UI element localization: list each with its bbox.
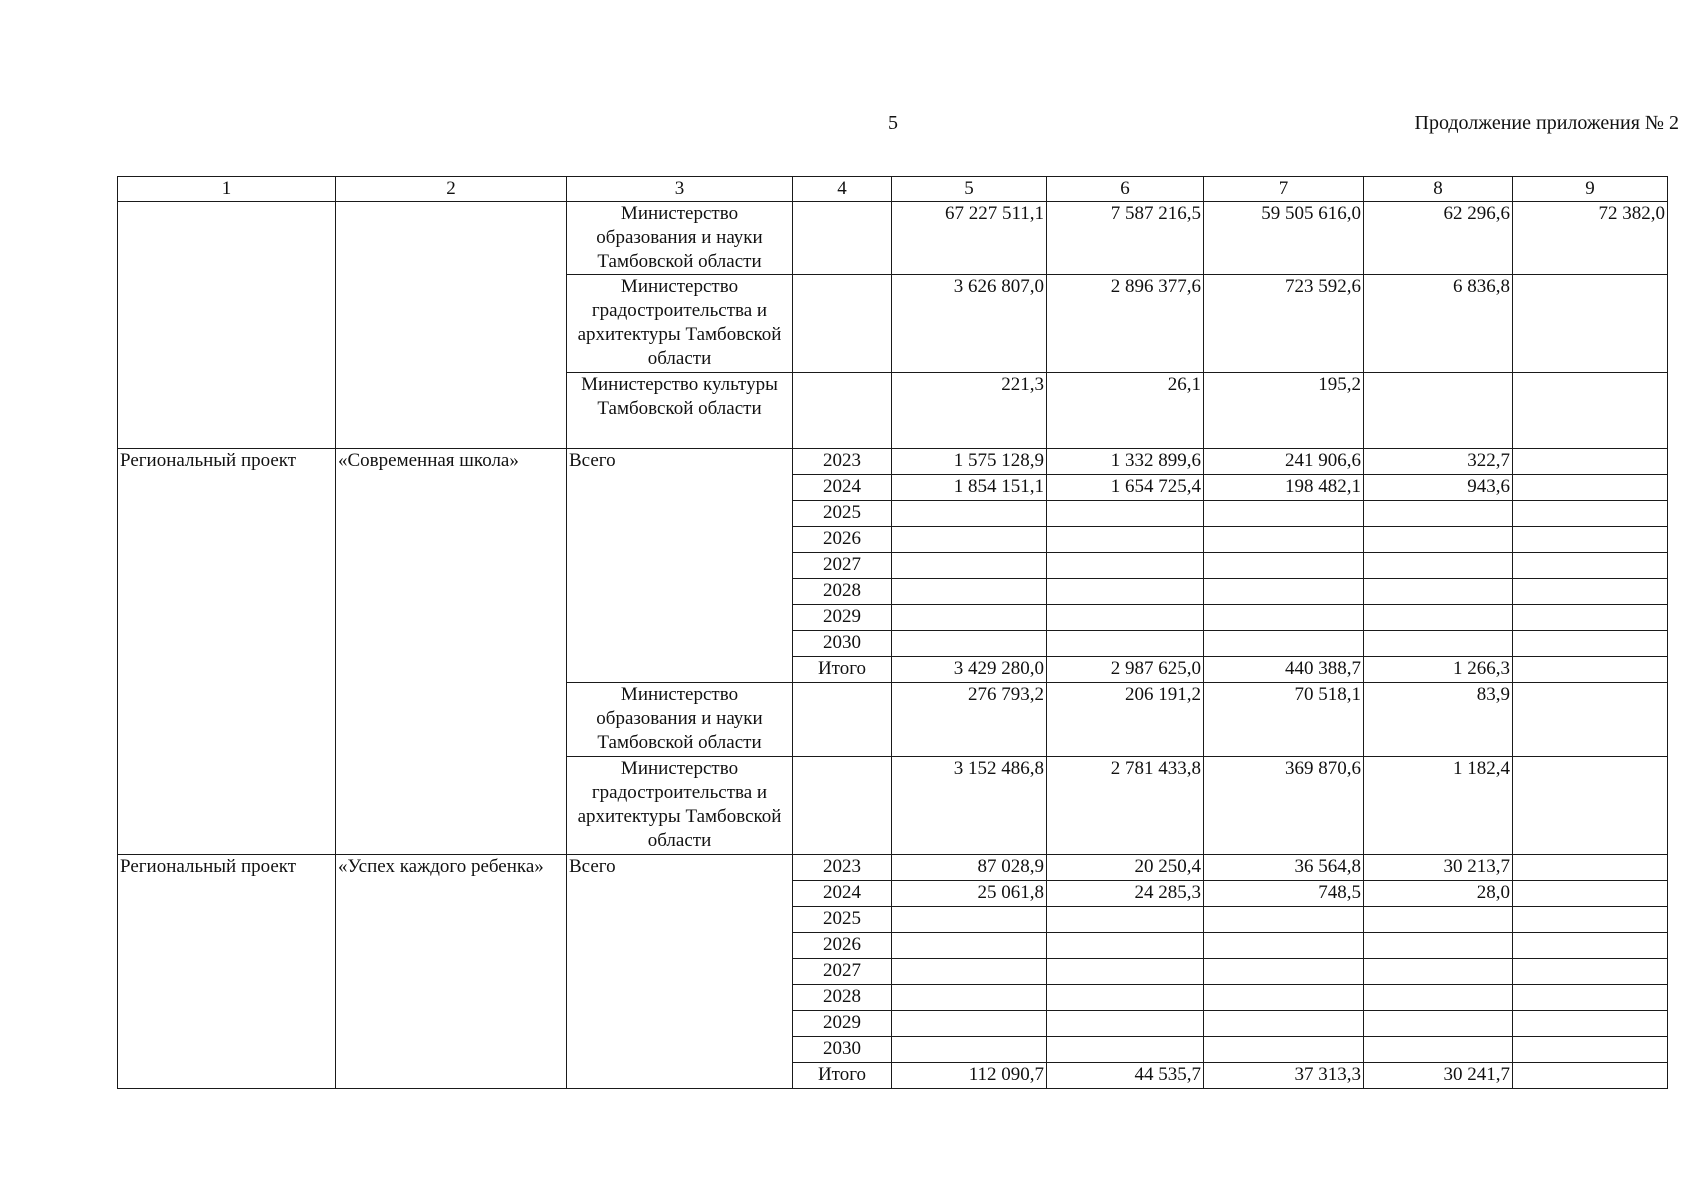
value-cell xyxy=(1364,501,1513,527)
table-row xyxy=(118,202,1668,275)
year-cell: 2025 xyxy=(793,907,892,933)
year-cell: 2023 xyxy=(793,449,892,475)
table-row xyxy=(118,449,1668,475)
value-cell: 87 028,9 xyxy=(892,855,1047,881)
year-cell: 2023 xyxy=(793,855,892,881)
value-cell xyxy=(1047,501,1204,527)
value-cell: 276 793,2 xyxy=(892,683,1047,757)
value-cell: 28,0 xyxy=(1364,881,1513,907)
value-cell xyxy=(1364,1037,1513,1063)
value-cell xyxy=(1513,959,1668,985)
value-cell: 62 296,6 xyxy=(1364,202,1513,275)
value-cell: 30 213,7 xyxy=(1364,855,1513,881)
value-cell xyxy=(1513,1037,1668,1063)
value-cell xyxy=(1204,933,1364,959)
value-cell xyxy=(1513,757,1668,855)
year-cell xyxy=(793,683,892,757)
column-header: 3 xyxy=(567,177,793,202)
value-cell: 70 518,1 xyxy=(1204,683,1364,757)
value-cell: 3 152 486,8 xyxy=(892,757,1047,855)
value-cell xyxy=(1364,933,1513,959)
value-cell: 440 388,7 xyxy=(1204,657,1364,683)
column-header: 5 xyxy=(892,177,1047,202)
value-cell xyxy=(1047,553,1204,579)
value-cell: 67 227 511,1 xyxy=(892,202,1047,275)
value-cell xyxy=(1513,449,1668,475)
year-cell: 2028 xyxy=(793,579,892,605)
value-cell: 7 587 216,5 xyxy=(1047,202,1204,275)
value-cell xyxy=(1204,959,1364,985)
appendix-note: Продолжение приложения № 2 xyxy=(1414,112,1679,134)
value-cell: 1 332 899,6 xyxy=(1047,449,1204,475)
value-cell: 322,7 xyxy=(1364,449,1513,475)
value-cell: 1 854 151,1 xyxy=(892,475,1047,501)
executor-cell: Министерство градостроительства и архитектуры Тамбовской области xyxy=(567,275,793,373)
column-header: 2 xyxy=(336,177,567,202)
value-cell xyxy=(1513,475,1668,501)
value-cell xyxy=(1513,683,1668,757)
year-cell: 2026 xyxy=(793,527,892,553)
value-cell: 36 564,8 xyxy=(1204,855,1364,881)
value-cell xyxy=(1364,527,1513,553)
year-cell: 2030 xyxy=(793,631,892,657)
value-cell xyxy=(1204,553,1364,579)
value-cell: 6 836,8 xyxy=(1364,275,1513,373)
value-cell: 206 191,2 xyxy=(1047,683,1204,757)
year-cell: 2026 xyxy=(793,933,892,959)
total-label-cell: Всего xyxy=(567,449,793,683)
value-cell xyxy=(1513,1063,1668,1089)
value-cell xyxy=(892,933,1047,959)
value-cell xyxy=(1364,553,1513,579)
value-cell xyxy=(1364,907,1513,933)
value-cell xyxy=(1047,1011,1204,1037)
value-cell: 3 429 280,0 xyxy=(892,657,1047,683)
value-cell xyxy=(1513,1011,1668,1037)
value-cell xyxy=(1047,959,1204,985)
value-cell: 723 592,6 xyxy=(1204,275,1364,373)
project-name-cell xyxy=(336,202,567,449)
value-cell: 37 313,3 xyxy=(1204,1063,1364,1089)
value-cell: 221,3 xyxy=(892,373,1047,449)
value-cell: 72 382,0 xyxy=(1513,202,1668,275)
value-cell: 2 896 377,6 xyxy=(1047,275,1204,373)
value-cell xyxy=(1364,631,1513,657)
year-cell: 2028 xyxy=(793,985,892,1011)
value-cell xyxy=(1204,907,1364,933)
value-cell xyxy=(1364,373,1513,449)
value-cell xyxy=(892,985,1047,1011)
value-cell xyxy=(1364,1011,1513,1037)
value-cell xyxy=(1364,579,1513,605)
value-cell xyxy=(1513,907,1668,933)
project-type-cell: Региональный проект xyxy=(118,855,336,1089)
value-cell: 1 182,4 xyxy=(1364,757,1513,855)
value-cell: 20 250,4 xyxy=(1047,855,1204,881)
project-name-cell: «Успех каждого ребенка» xyxy=(336,855,567,1089)
value-cell xyxy=(1513,275,1668,373)
value-cell xyxy=(892,907,1047,933)
value-cell xyxy=(1047,933,1204,959)
budget-table xyxy=(117,176,1668,1089)
column-number-row xyxy=(118,177,1668,202)
value-cell: 44 535,7 xyxy=(1047,1063,1204,1089)
value-cell xyxy=(892,579,1047,605)
value-cell xyxy=(1513,605,1668,631)
value-cell: 369 870,6 xyxy=(1204,757,1364,855)
value-cell xyxy=(1047,1037,1204,1063)
executor-cell: Министерство культуры Тамбовской области xyxy=(567,373,793,449)
year-cell: Итого xyxy=(793,1063,892,1089)
value-cell xyxy=(1204,985,1364,1011)
value-cell xyxy=(1047,631,1204,657)
executor-cell: Министерство образования и науки Тамбовской области xyxy=(567,202,793,275)
year-cell xyxy=(793,202,892,275)
value-cell xyxy=(1047,907,1204,933)
value-cell: 25 061,8 xyxy=(892,881,1047,907)
value-cell: 30 241,7 xyxy=(1364,1063,1513,1089)
year-cell: 2029 xyxy=(793,605,892,631)
value-cell xyxy=(892,527,1047,553)
value-cell: 112 090,7 xyxy=(892,1063,1047,1089)
project-type-cell xyxy=(118,202,336,449)
value-cell: 1 654 725,4 xyxy=(1047,475,1204,501)
value-cell: 59 505 616,0 xyxy=(1204,202,1364,275)
value-cell xyxy=(1364,959,1513,985)
value-cell xyxy=(1047,985,1204,1011)
value-cell xyxy=(1513,527,1668,553)
project-name-cell: «Современная школа» xyxy=(336,449,567,855)
value-cell: 2 781 433,8 xyxy=(1047,757,1204,855)
value-cell: 1 266,3 xyxy=(1364,657,1513,683)
value-cell xyxy=(892,959,1047,985)
column-header: 1 xyxy=(118,177,336,202)
value-cell: 24 285,3 xyxy=(1047,881,1204,907)
value-cell xyxy=(1204,1037,1364,1063)
value-cell: 26,1 xyxy=(1047,373,1204,449)
year-cell: 2027 xyxy=(793,553,892,579)
year-cell: 2030 xyxy=(793,1037,892,1063)
year-cell: 2024 xyxy=(793,475,892,501)
year-cell: Итого xyxy=(793,657,892,683)
value-cell: 83,9 xyxy=(1364,683,1513,757)
value-cell xyxy=(1513,501,1668,527)
value-cell: 241 906,6 xyxy=(1204,449,1364,475)
column-header: 9 xyxy=(1513,177,1668,202)
value-cell xyxy=(892,631,1047,657)
value-cell xyxy=(1204,579,1364,605)
value-cell xyxy=(1204,527,1364,553)
value-cell xyxy=(1513,933,1668,959)
value-cell: 198 482,1 xyxy=(1204,475,1364,501)
value-cell xyxy=(892,605,1047,631)
value-cell: 1 575 128,9 xyxy=(892,449,1047,475)
column-header: 7 xyxy=(1204,177,1364,202)
value-cell: 3 626 807,0 xyxy=(892,275,1047,373)
project-type-cell: Региональный проект xyxy=(118,449,336,855)
value-cell xyxy=(892,1011,1047,1037)
value-cell xyxy=(1364,605,1513,631)
value-cell xyxy=(1047,527,1204,553)
value-cell: 195,2 xyxy=(1204,373,1364,449)
executor-cell: Министерство образования и науки Тамбовской области xyxy=(567,683,793,757)
total-label-cell: Всего xyxy=(567,855,793,1089)
value-cell: 748,5 xyxy=(1204,881,1364,907)
column-header: 8 xyxy=(1364,177,1513,202)
year-cell: 2029 xyxy=(793,1011,892,1037)
year-cell: 2024 xyxy=(793,881,892,907)
executor-cell: Министерство градостроительства и архитектуры Тамбовской области xyxy=(567,757,793,855)
value-cell xyxy=(1204,605,1364,631)
value-cell xyxy=(1047,605,1204,631)
value-cell xyxy=(1513,631,1668,657)
year-cell xyxy=(793,757,892,855)
value-cell xyxy=(1513,579,1668,605)
value-cell: 943,6 xyxy=(1364,475,1513,501)
year-cell: 2027 xyxy=(793,959,892,985)
year-cell: 2025 xyxy=(793,501,892,527)
column-header: 6 xyxy=(1047,177,1204,202)
value-cell xyxy=(1513,657,1668,683)
value-cell xyxy=(1204,1011,1364,1037)
value-cell xyxy=(1204,501,1364,527)
value-cell xyxy=(1513,553,1668,579)
value-cell xyxy=(892,1037,1047,1063)
value-cell xyxy=(1513,855,1668,881)
value-cell: 2 987 625,0 xyxy=(1047,657,1204,683)
year-cell xyxy=(793,373,892,449)
value-cell xyxy=(1513,373,1668,449)
page-number: 5 xyxy=(888,112,898,134)
value-cell xyxy=(1047,579,1204,605)
value-cell xyxy=(1204,631,1364,657)
value-cell xyxy=(1364,985,1513,1011)
year-cell xyxy=(793,275,892,373)
value-cell xyxy=(892,501,1047,527)
value-cell xyxy=(1513,881,1668,907)
table-row xyxy=(118,855,1668,881)
column-header: 4 xyxy=(793,177,892,202)
value-cell xyxy=(892,553,1047,579)
value-cell xyxy=(1513,985,1668,1011)
